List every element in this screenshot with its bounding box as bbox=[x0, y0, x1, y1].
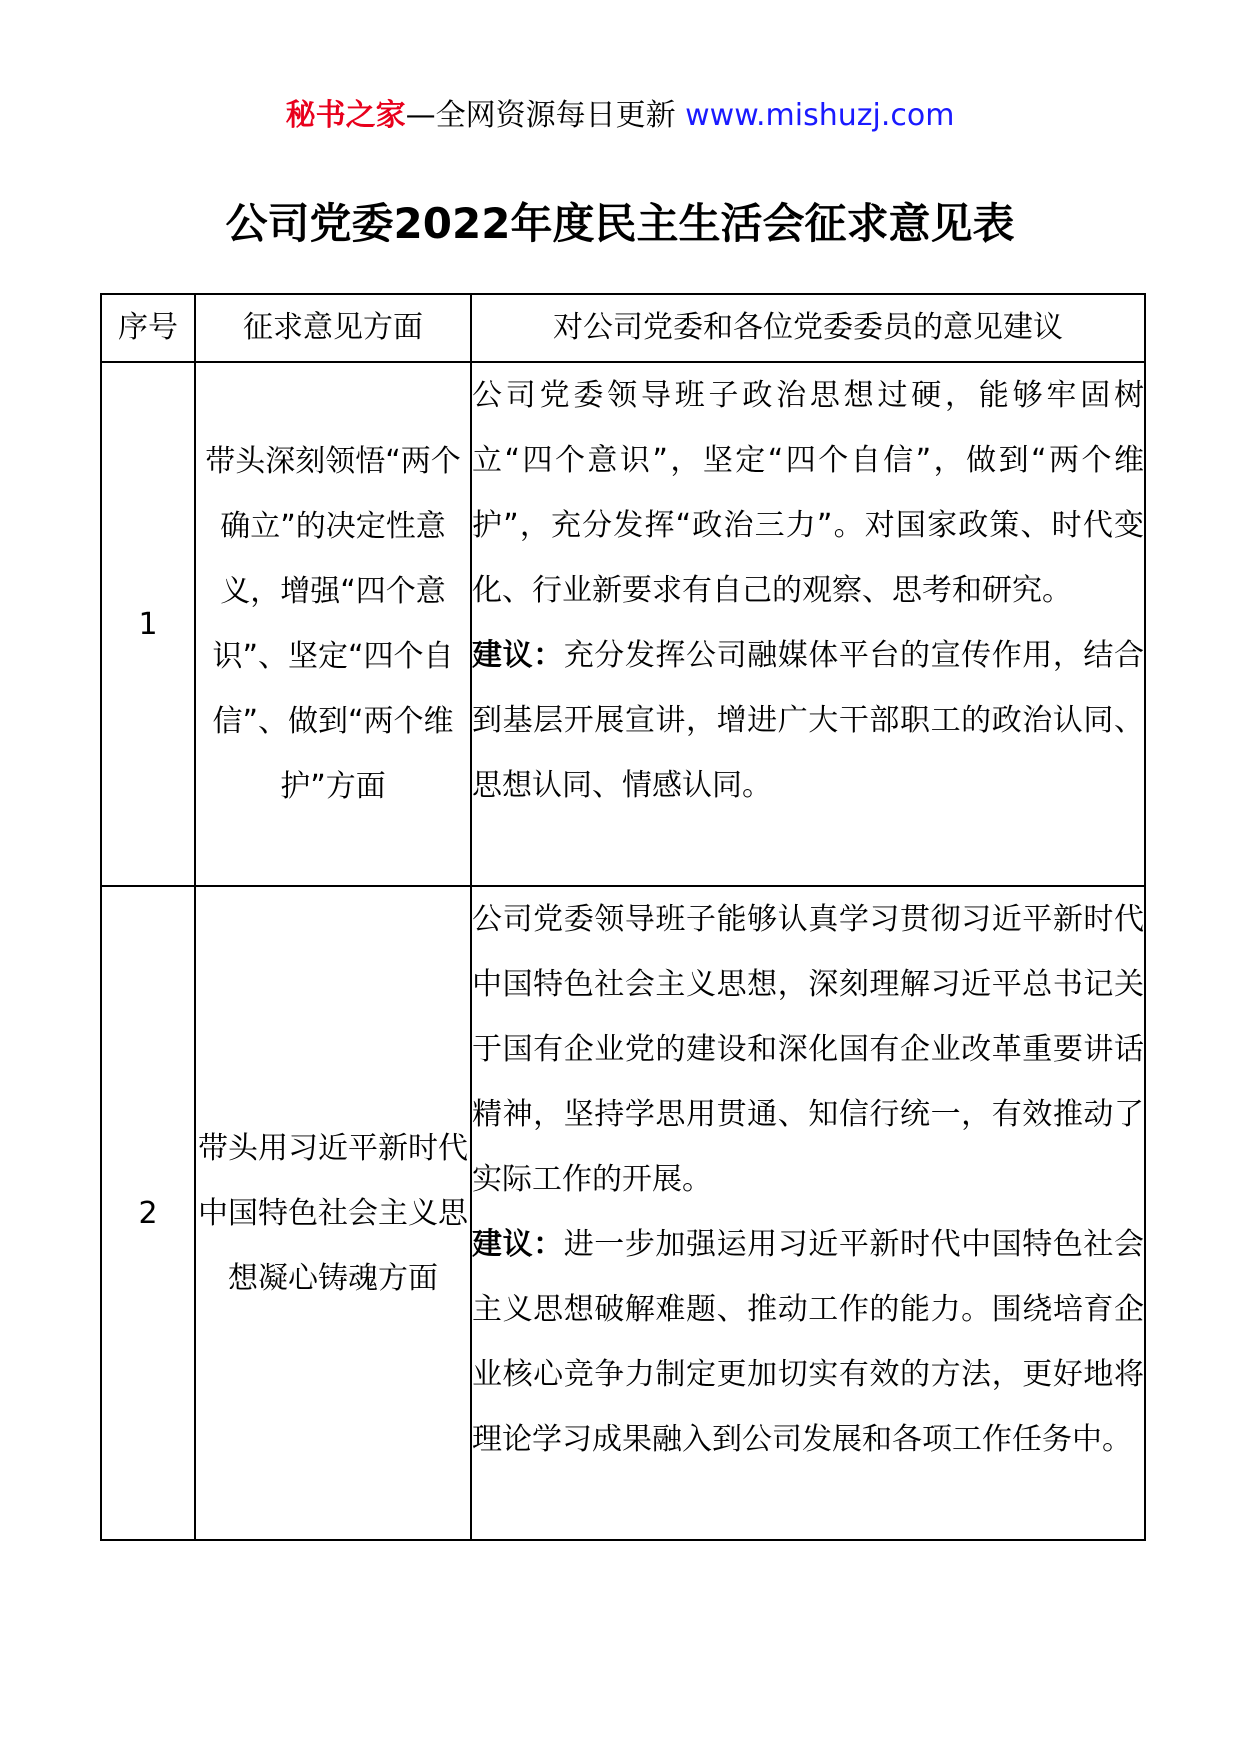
advice-label: 建议： bbox=[472, 638, 564, 673]
document-title: 公司党委2022年度民主生活会征求意见表 bbox=[225, 199, 1015, 248]
opinion-table bbox=[100, 293, 1146, 1541]
advice-text: 进一步加强运用习近平新时代中国特色社会主义思想破解难题、推动工作的能力。围绕培育企业核心竞争力制定更加切实有效的方法，更好地将理论学习成果融入到公司发展和各项工作任务中。 bbox=[472, 1227, 1145, 1457]
column-header-opinion: 对公司党委和各位党委委员的意见建议 bbox=[471, 294, 1145, 362]
row-opinion-cell bbox=[471, 362, 1145, 886]
row-aspect: 带头用习近平新时代中国特色社会主义思想凝心铸魂方面 bbox=[195, 886, 471, 1540]
advice-label: 建议： bbox=[472, 1227, 564, 1262]
advice-paragraph bbox=[472, 1212, 1144, 1472]
header-tagline: —全网资源每日更新 bbox=[405, 98, 686, 133]
row-aspect: 带头深刻领悟“两个确立”的决定性意义，增强“四个意识”、坚定“四个自信”、做到“两个维护”方面 bbox=[195, 362, 471, 886]
row-number: 2 bbox=[101, 886, 195, 1540]
table-row bbox=[101, 886, 1145, 1540]
advice-paragraph bbox=[472, 623, 1144, 818]
row-number: 1 bbox=[101, 362, 195, 886]
column-header-number: 序号 bbox=[101, 294, 195, 362]
site-url-link[interactable]: www.mishuzj.com bbox=[685, 98, 955, 133]
opinion-text: 公司党委领导班子能够认真学习贯彻习近平新时代中国特色社会主义思想，深刻理解习近平总书记关于国有企业党的建设和深化国有企业改革重要讲话精神，坚持学思用贯通、知信行统一，有效推动了实际工作的开展。 bbox=[472, 902, 1144, 1197]
table-row bbox=[101, 362, 1145, 886]
opinion-text: 公司党委领导班子政治思想过硬，能够牢固树立“四个意识”，坚定“四个自信”，做到“两个维护”，充分发挥“政治三力”。对国家政策、时代变化、行业新要求有自己的观察、思考和研究。 bbox=[472, 378, 1144, 608]
brand-name: 秘书之家 bbox=[285, 98, 406, 133]
row-opinion-cell bbox=[471, 886, 1145, 1540]
site-header bbox=[0, 96, 1240, 136]
column-header-aspect: 征求意见方面 bbox=[195, 294, 471, 362]
table-header-row bbox=[101, 294, 1145, 362]
advice-text: 充分发挥公司融媒体平台的宣传作用，结合到基层开展宣讲，增进广大干部职工的政治认同、思想认同、情感认同。 bbox=[472, 638, 1145, 803]
